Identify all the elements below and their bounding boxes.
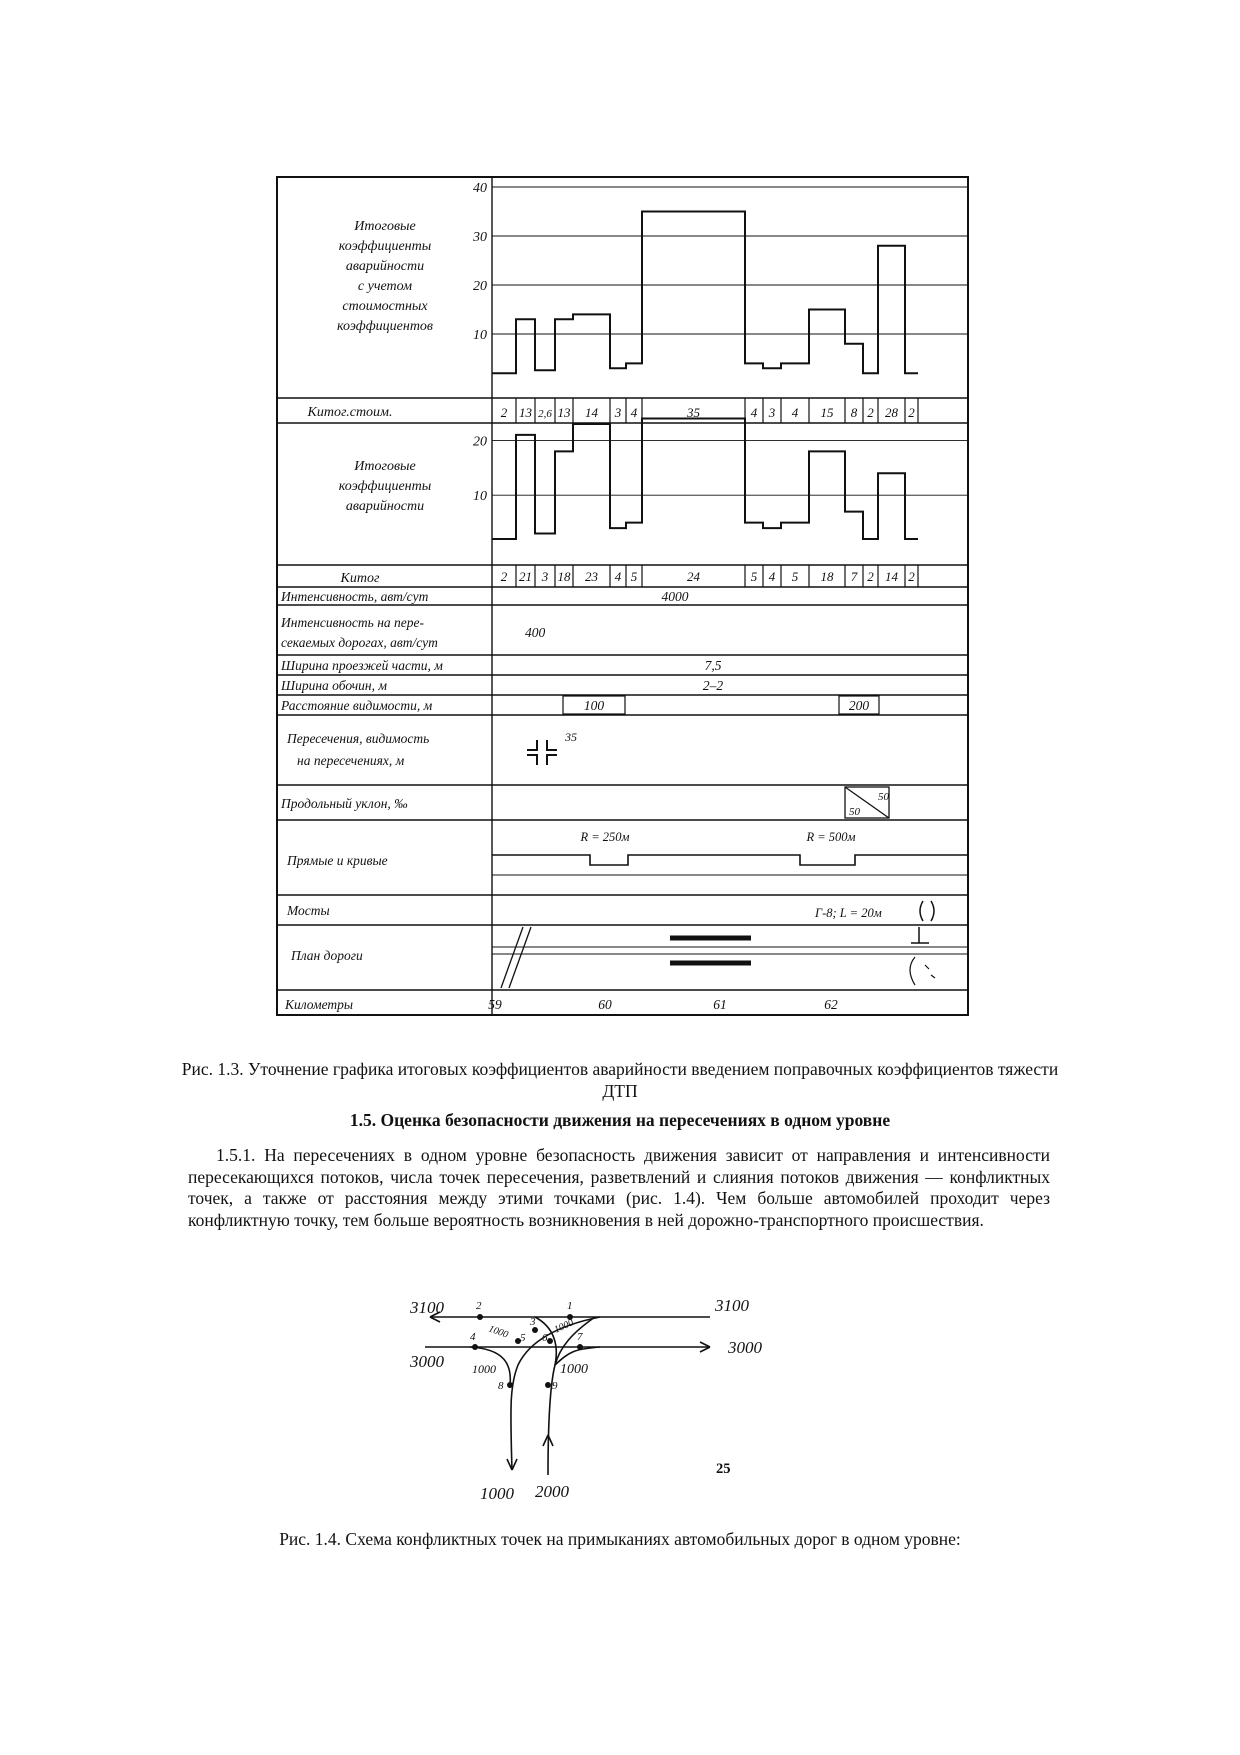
chart2-step-line (492, 418, 918, 539)
chart1-gridlines (492, 187, 968, 334)
row-label: Итоговые (354, 219, 416, 234)
row-label: стоимостных (342, 299, 428, 314)
cell-value: 28 (885, 405, 898, 420)
cell-value: 4 (630, 405, 638, 420)
point-labels (470, 1300, 583, 1392)
row-label: Пересечения, видимость (287, 731, 430, 746)
row-labels (307, 219, 434, 586)
row-label: План дороги (291, 948, 363, 963)
intersection-symbol-icon (527, 740, 557, 765)
branch-label: 1000 (486, 1323, 510, 1341)
cell-value: 14 (885, 569, 898, 584)
cell-value: 23 (585, 569, 598, 584)
row-label: Интенсивность на пере- (281, 615, 424, 630)
conflict-point (577, 1344, 583, 1350)
cell-value: 18 (820, 569, 834, 584)
branch-label: 1000 (560, 1362, 588, 1377)
curve-label: R = 250м (580, 830, 630, 844)
row-labels-small (280, 589, 443, 1012)
cross-intensity-value: 400 (525, 625, 546, 640)
cell-value: 4 (768, 569, 776, 584)
row-label: Расстояние видимости, м (281, 698, 433, 713)
cell-value: 2 (908, 405, 915, 420)
cell-value: 35 (687, 405, 700, 420)
conflict-point (507, 1382, 513, 1388)
row-label: Километры (285, 997, 354, 1012)
point-label: 7 (577, 1331, 583, 1343)
slope-value-top: 50 (878, 791, 889, 803)
flow-label: 3000 (728, 1338, 762, 1357)
curve-label: R = 500м (806, 830, 856, 844)
flow-label: 2000 (535, 1482, 569, 1501)
point-label: 5 (520, 1332, 526, 1344)
row-label: с учетом (357, 279, 413, 294)
row-label: секаемых дорогах, авт/сут (281, 635, 438, 650)
y-tick-label: 10 (473, 489, 487, 505)
flow-lines (425, 1312, 710, 1475)
cell-value: 5 (791, 569, 799, 584)
y-tick-label: 20 (473, 434, 487, 450)
shoulders-value: 2–2 (702, 678, 724, 693)
cell-value: 7 (850, 569, 858, 584)
cell-value: 2 (867, 405, 874, 420)
row-label: Ширина обочин, м (281, 678, 387, 693)
intensity-value: 4000 (661, 589, 689, 604)
row-label: Продольный уклон, ‰ (281, 796, 408, 811)
page-number: 25 (716, 1461, 731, 1477)
row-label: Интенсивность, авт/сут (281, 589, 429, 604)
cell-value: 4 (614, 569, 622, 584)
cell-value: 13 (519, 405, 532, 420)
cell-value: 2 (500, 405, 508, 420)
cell-value: 14 (585, 405, 598, 420)
point-label: 2 (476, 1300, 482, 1312)
flow-label: 3000 (410, 1352, 444, 1371)
point-label: 8 (498, 1380, 504, 1392)
cell-value: 21 (519, 569, 532, 584)
cell-value: 8 (850, 405, 858, 420)
carriageway-value: 7,5 (704, 658, 722, 673)
visibility-value: 100 (583, 698, 605, 713)
point-label: 9 (552, 1380, 558, 1392)
cell-value: 3 (768, 405, 776, 420)
conflict-point (545, 1382, 551, 1388)
branch-label: 1000 (472, 1362, 496, 1376)
y-tick-label: 10 (473, 328, 487, 343)
cell-value: 3 (541, 569, 549, 584)
row-label: коэффициенты (338, 479, 432, 494)
branch-label: 1000 (552, 1317, 576, 1336)
km-label: 62 (824, 997, 838, 1012)
road-plan-drawing (492, 927, 968, 988)
cell-value: 5 (630, 569, 638, 584)
value-cells (525, 589, 879, 744)
y-tick-label: 40 (473, 181, 487, 196)
cell-value: 2 (500, 569, 508, 584)
km-label: 60 (598, 997, 612, 1012)
row-label: Kитог.стоим. (307, 405, 393, 420)
y-tick-label: 30 (473, 230, 487, 245)
row-label: на пересечениях, м (297, 753, 405, 768)
cell-value: 13 (557, 405, 571, 420)
km-label: 61 (713, 997, 727, 1012)
cell-value: 18 (557, 569, 571, 584)
flow-labels (410, 1296, 763, 1503)
cell-value: 15 (820, 405, 834, 420)
conflict-point (472, 1344, 478, 1350)
km-labels (488, 997, 838, 1012)
chart2-tick-labels (473, 434, 487, 504)
point-label: 4 (470, 1331, 476, 1343)
row-label: коэффициентов (336, 319, 434, 334)
row-label: коэффициенты (338, 239, 432, 254)
flow-label: 3100 (715, 1296, 749, 1315)
cell-value: 3 (614, 405, 622, 420)
y-tick-label: 20 (473, 279, 487, 294)
cell-value: 24 (687, 569, 700, 584)
row-label: аварийности (345, 499, 425, 514)
chart2-gridlines (492, 440, 968, 495)
intersection-visibility-value: 35 (565, 730, 577, 744)
point-label: 3 (530, 1316, 536, 1328)
cell-value: 2 (908, 569, 915, 584)
body-paragraph: 1.5.1. На пересечениях в одном уровне безопасность движения зависит от направления и интенсивности пересекающихся потоков, числа точек пересечения, разветвлений и слияния потоков движения — конфликтных точек, а также от расстояния между этими точками (рис. 1.4). Чем больше автомобилей проходит через конфликтную точку, тем больше вероятность возникновения в ней дорожно-транспортного происшествия. (188, 1145, 1050, 1230)
row-label: Ширина проезжей части, м (281, 658, 443, 673)
slope-value-bottom: 50 (849, 806, 860, 818)
row-label: Итоговые (354, 459, 416, 474)
bridge-label: Г-8; L = 20м (815, 906, 882, 920)
km-label: 59 (488, 997, 502, 1012)
conflict-point (477, 1314, 483, 1320)
figure-1-3-caption: Рис. 1.3. Уточнение графика итоговых коэффициентов аварийности введением поправочных коэффициентов тяжести ДТП (181, 1059, 1059, 1101)
cell-value: 4 (791, 405, 799, 420)
row-label: Прямые и кривые (287, 853, 388, 868)
figure-1-3-safety-chart (275, 175, 970, 1020)
row-label: Kитог (340, 571, 380, 586)
curves-line (492, 855, 968, 865)
section-heading: 1.5. Оценка безопасности движения на пересечениях в одном уровне (349, 1110, 891, 1130)
cell-value: 2,6 (538, 408, 552, 420)
bridge-icon (920, 901, 934, 921)
visibility-value: 200 (848, 698, 870, 713)
point-label: 1 (567, 1300, 573, 1312)
cell-value: 5 (750, 569, 758, 584)
flow-label: 1000 (480, 1484, 514, 1503)
cell-value: 4 (750, 405, 758, 420)
cell-value: 2 (867, 569, 874, 584)
flow-label: 3100 (410, 1298, 444, 1317)
point-label: 6 (542, 1332, 548, 1344)
row-label: Мосты (287, 903, 330, 918)
k-final-value-row (501, 565, 918, 587)
figure-1-4-caption: Рис. 1.4. Схема конфликтных точек на примыканиях автомобильных дорог в одном уровне: (279, 1529, 961, 1549)
figure-1-4-conflict-points-diagram (410, 1285, 830, 1505)
conflict-point (547, 1338, 553, 1344)
row-label: аварийности (345, 259, 425, 274)
chart1-tick-labels (472, 181, 487, 343)
